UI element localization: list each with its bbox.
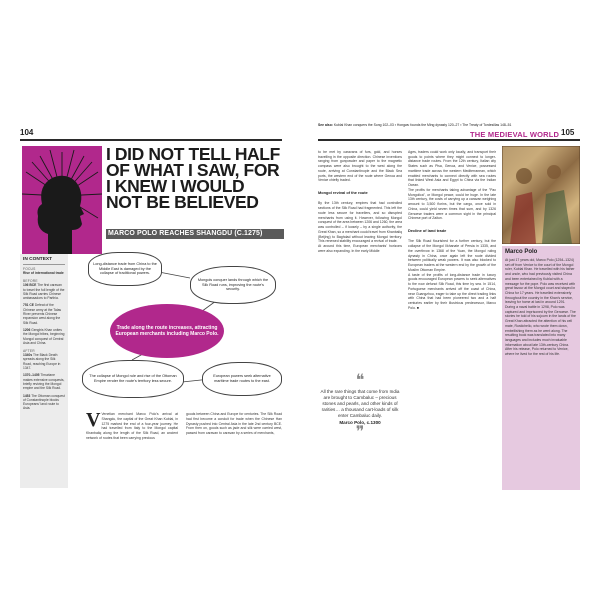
quote-open-icon: ❝ xyxy=(355,372,365,389)
context-entry: 1370–1405 Timurlane makes extensive conquests, briefly reviving the Mongol empire and the Silk Road. xyxy=(23,373,65,391)
quote-text: All the rare things that come from India are brought to Cambaluc – precious stones and pearls, and other kinds of rarities… a thousand cart-loads of silk enter Cambaluc daily. xyxy=(320,389,400,418)
flow-box-5: European powers seek alternative maritime trade routes to the east. xyxy=(202,362,282,396)
body-col-3: to be met by caravans of furs, gold, and horses travelling in the opposite direction. Chinese inventions ranging from gunpowder and paper to the magnetic compass were also brought to the west along the route, arriving at Constantinople and the Black Sea ports, the western end of the route where Genoa and Venice chiefly traded. Mongol revival of the route By the 13th century, empires that had controlled sections of the Silk Road had fragmented. This left the route less secure for travellers, and so disrupted merchants from using it. However, following Mongol conquest of the area between 1206 and 1260, the area was controlled – if loosely – by a single authority, the Great Khan, so a merchant could travel from Khanbaliq (Beijing) to Baghdad without leaving Mongol territory. This renewed stability encouraged a revival of trade. At around this time, European merchants' horizons were also expanding. In the early Middle xyxy=(318,149,402,253)
focus-value: Rise of international trade xyxy=(23,271,64,275)
flow-box-4: The collapse of Mongol rule and rise of the Ottoman Empire render the route's territory less secure. xyxy=(82,360,184,398)
before-label: BEFORE xyxy=(23,279,38,284)
after-label: AFTER xyxy=(23,349,35,354)
context-entry: 106 BCE The first caravan to travel the full length of the Silk Road carries Chinese ambassadors to Parthia. xyxy=(23,283,65,301)
attribution: MARCO POLO REACHES SHANGDU (C.1275) xyxy=(108,230,263,237)
quote-block xyxy=(318,372,402,441)
quote-close-icon: ❞ xyxy=(355,424,365,441)
marco-polo-portrait xyxy=(502,146,580,244)
context-title: IN CONTEXT xyxy=(23,257,53,262)
context-entry: 1453 The Ottoman conquest of Constantinople blocks Europeans' land route to Asia. xyxy=(23,393,65,411)
context-entry: 1206 Genghis Khan unites the Mongol tribes, beginning Mongol conquest of Central Asia and China. xyxy=(23,327,65,345)
flow-box-3: Trade along the route increases, attracting European merchants including Marco Polo. xyxy=(110,304,224,358)
context-entry: 751 CE Defeat of the Chinese army at the Talas River prevents Chinese expansion west along the Silk Road. xyxy=(23,303,62,325)
section-title: THE MEDIEVAL WORLD xyxy=(470,130,560,139)
top-rule-right xyxy=(318,139,580,141)
bio-panel xyxy=(502,246,580,490)
context-entry: 1340s The Black Death spreads along the Silk Road, reaching Europe in 1347. xyxy=(23,353,61,371)
quote-author: Marco Polo, c.1300 xyxy=(339,420,381,425)
focus-label: FOCUS xyxy=(23,267,36,271)
headline: I DID NOT TELL HALF OF WHAT I SAW, FOR I KNEW I WOULD NOT BE BELIEVED xyxy=(106,144,280,212)
page-number-left: 104 xyxy=(20,128,34,137)
bio-name: Marco Polo xyxy=(505,249,538,255)
body-col-1: V Venetian merchant Marco Polo's arrival at Shangdu, the capital of the Great Khan Kublai, in 1275 marked the end of a four-year journey. He had travelled from Italy to the Mongol capital Khanbaliq along the length of the Silk Road, an ancient network of routes that been carrying precious xyxy=(86,409,178,440)
flow-box-1: Long-distance trade from China to the Middle East is damaged by the collapse of traditional powers. xyxy=(88,252,162,286)
head-silhouette-icon xyxy=(22,146,102,254)
flow-box-2: Mongols conquer lands through which the Silk Road runs, improving the route's security. xyxy=(190,266,276,304)
see-also: See also: Kublai Khan conquers the Song 102–03 ▪ Hongwu founds the Ming dynasty 120–27 ▪ The Treaty of Tordesillas 148–51 xyxy=(318,123,512,127)
drop-cap: V xyxy=(86,409,101,431)
body-col-4: Ages, traders could work only locally, and transport their goods to points where they might connect to longer-distance trade routes. From the 12th century, Italian city States such as Pisa, Genoa, and Venice, possessed maritime trade across the western Mediterranean, which enabled merchants to connect directly with sea routes that linked West Asia and Egypt to China via the Indian Ocean. The profits for merchants taking advantage of the "Pax Mongolica", or Mongol peace, could be huge. In the late 13th century, the costs of carrying up a caravan weighing amount to 3,500 florins, but the cargo, once sold in China, could yield seven times that sum, and by 1326 Genoese traders were a common sight in the principal Chinese port of Zaitun. Decline of land trade The Silk Road flourished for a further century, but the collapse of the Mongol Ilkhanate of Persia in 1335, and the overthrow in 1368 of the Yuan, the Mongol ruling dynasty in China, once again left the route divided between politically weak powers. It was also blocked to European traders at the western end by the growth of the Muslim Ottoman Empire. A taste of the profits of long-distance trade in luxury goods encouraged European powers to seek alternatives to the now defunct Silk Road, this time by sea. In 1514, Portuguese merchants arrived off the coast of China, near Guangzhou, eager to take up the direct trading links with China that had been pioneered two and a half centuries earlier by their illustrious predecessor, Marco Polo. ■ xyxy=(408,149,496,310)
body-col-2: goods between China and Europe for centuries. The Silk Road had first become a conduit for trade when the Chinese Han Dynasty pushed into Central Asia in the late 2nd century BCE. From then on, goods such as jade and silk were carried west, passed from caravan to caravan by a series of merchants, xyxy=(186,412,282,435)
page-number-right: 105 xyxy=(561,128,575,137)
top-rule-left xyxy=(20,139,282,141)
bio-text: At just 17 years old, Marco Polo (1254–1324) set off from Venice to the court of the Mongol ruler, Kublai Khan. He travelled with his father and uncle, who had previously visited China and been entertained by Kublai with a message for the pope. Polo was received with great favour at the Mongol court and stayed in China for 17 years. He travelled extensively throughout the country in the Khan's service, leaving for home at last in around 1291. During a naval battle in 1298, Polo was captured and imprisoned by the Genoese. The stories he told of his sojourn in the lands of the Great Khan attracted the attention of his cell mate, Rustichello, who wrote them down, embellishing them as he went along. The resulting book was translated into many languages and includes much invaluable information about late 13th-century China. After his release, Polo returned to Venice, where he lived for the rest of his life. xyxy=(505,258,576,357)
context-panel xyxy=(20,254,68,488)
